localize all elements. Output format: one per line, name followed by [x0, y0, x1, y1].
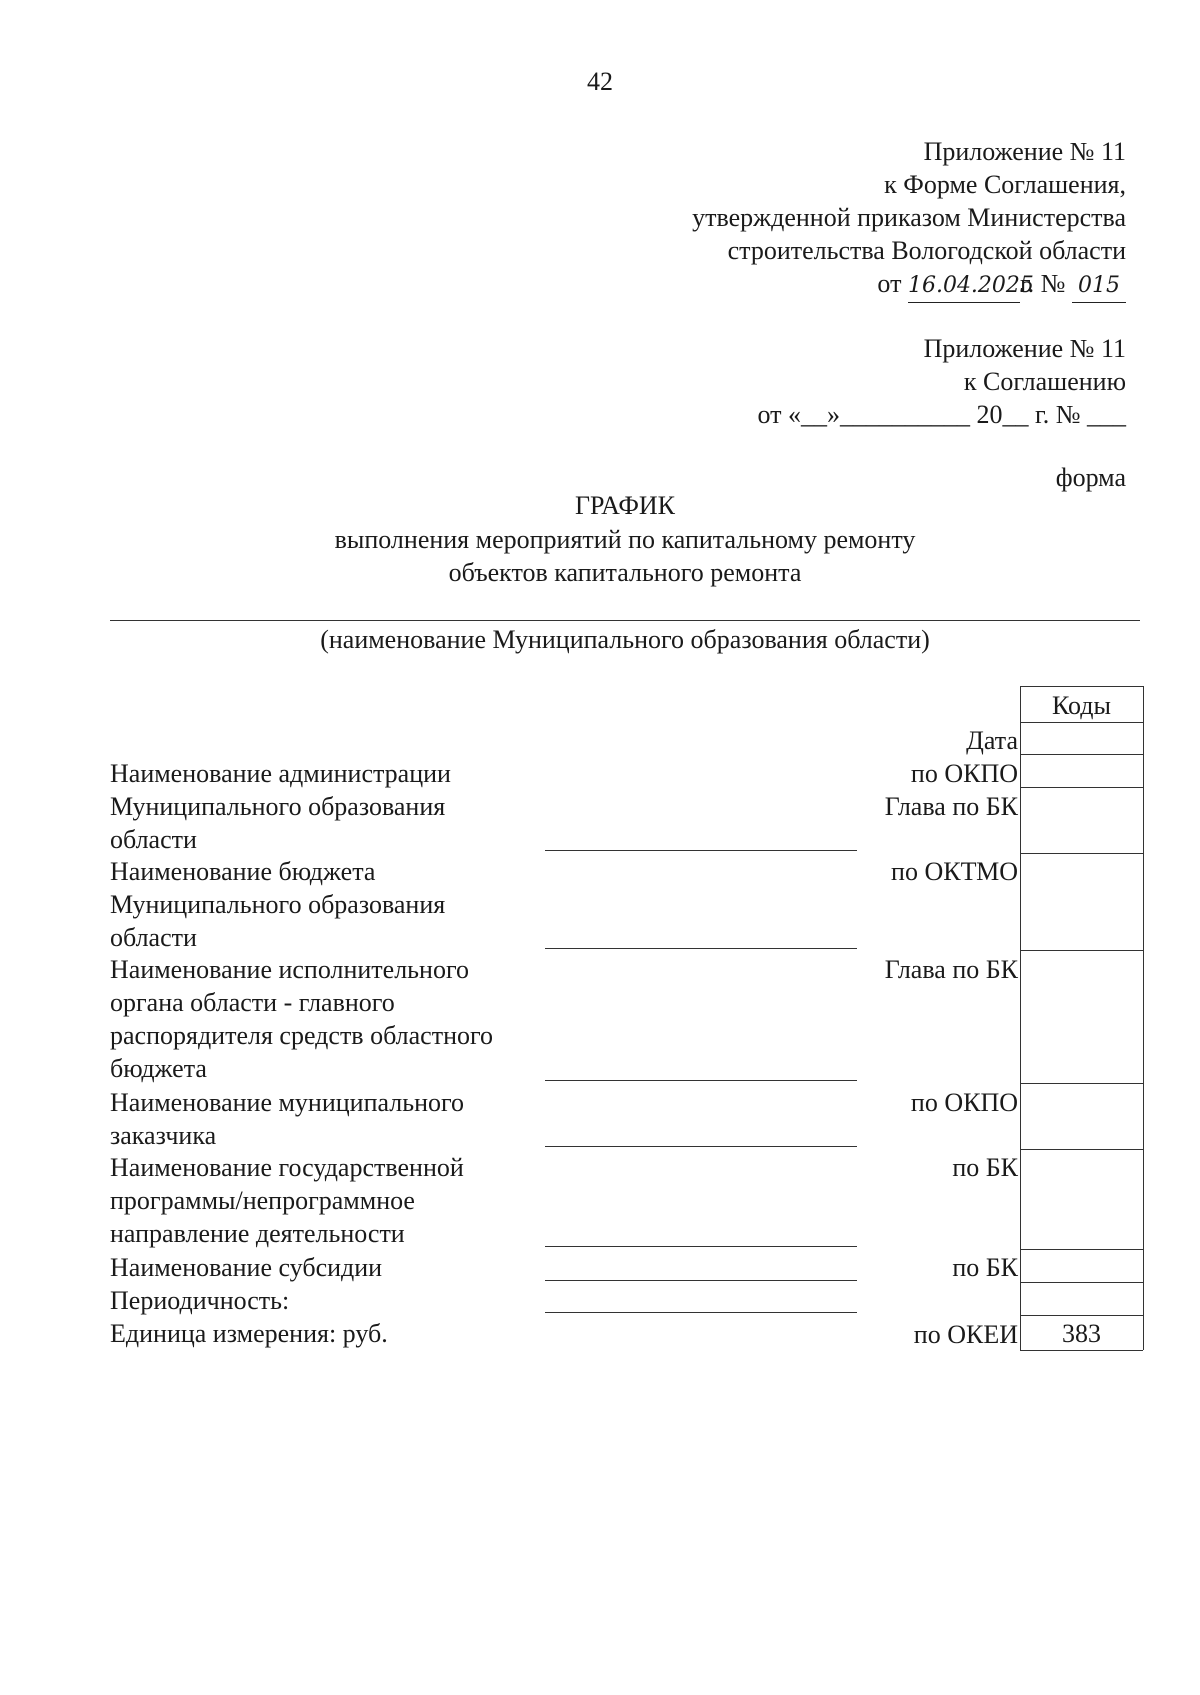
date-mid: г. № [1019, 269, 1066, 298]
label-subsidy: Наименование субсидии [110, 1253, 383, 1282]
document-title: ГРАФИК [575, 491, 675, 520]
appendix-form-line4: строительства Вологодской области [727, 236, 1126, 265]
appendix-form-line1: Приложение № 11 [923, 137, 1126, 166]
fill-line-executive-body [545, 1080, 857, 1081]
codes-header: Коды [1052, 691, 1111, 720]
appendix-form-date-line [877, 268, 1126, 303]
code-label-date: Дата [966, 726, 1018, 755]
label-municipal-customer: Наименование муниципального заказчика [110, 1088, 465, 1150]
date-prefix: от [877, 269, 902, 298]
fill-line-municipal-customer [545, 1146, 857, 1147]
label-unit: Единица измерения: руб. [110, 1319, 388, 1348]
code-label-bk-2: по БК [952, 1253, 1018, 1282]
fill-line-state-program [545, 1246, 857, 1247]
code-label-okpo-2: по ОКПО [910, 1088, 1018, 1117]
handwritten-number: 015 [1072, 270, 1126, 303]
municipality-name-line [110, 620, 1140, 621]
code-label-glava-bk-2: Глава по БК [884, 955, 1018, 984]
fill-line-subsidy [545, 1280, 857, 1281]
fill-line-budget [545, 948, 857, 949]
appendix-form-line2: к Форме Соглашения, [884, 170, 1126, 199]
appendix-agreement-line2: к Соглашению [963, 367, 1126, 396]
municipality-caption: (наименование Муниципального образования области) [320, 625, 930, 654]
label-periodicity: Периодичность: [110, 1286, 290, 1315]
appendix-agreement-line1: Приложение № 11 [923, 334, 1126, 363]
code-label-okei: по ОКЕИ [913, 1320, 1018, 1349]
form-label: форма [1055, 463, 1126, 492]
code-label-okpo-1: по ОКПО [910, 759, 1018, 788]
label-administration: Наименование администрации Муниципального образования области [110, 759, 451, 854]
handwritten-date: 16.04.2025 [908, 270, 1020, 303]
page-number: 42 [587, 67, 613, 96]
fill-line-administration [545, 850, 857, 851]
code-label-oktmo: по ОКТМО [891, 857, 1018, 886]
document-subtitle-1: выполнения мероприятий по капитальному ремонту [334, 525, 916, 554]
label-budget: Наименование бюджета Муниципального образования области [110, 857, 446, 952]
label-executive-body: Наименование исполнительного органа области - главного распорядителя средств областного бюджета [110, 955, 494, 1083]
appendix-agreement-line3: от «__»__________ 20__ г. № ___ [757, 400, 1126, 429]
code-label-bk-1: по БК [952, 1153, 1018, 1182]
fill-line-periodicity [545, 1312, 857, 1313]
label-state-program: Наименование государственной программы/непрограммное направление деятельности [110, 1153, 464, 1248]
code-label-glava-bk-1: Глава по БК [884, 792, 1018, 821]
okei-code-value: 383 [1062, 1319, 1101, 1348]
appendix-form-line3: утвержденной приказом Министерства [692, 203, 1126, 232]
document-subtitle-2: объектов капитального ремонта [448, 558, 802, 587]
